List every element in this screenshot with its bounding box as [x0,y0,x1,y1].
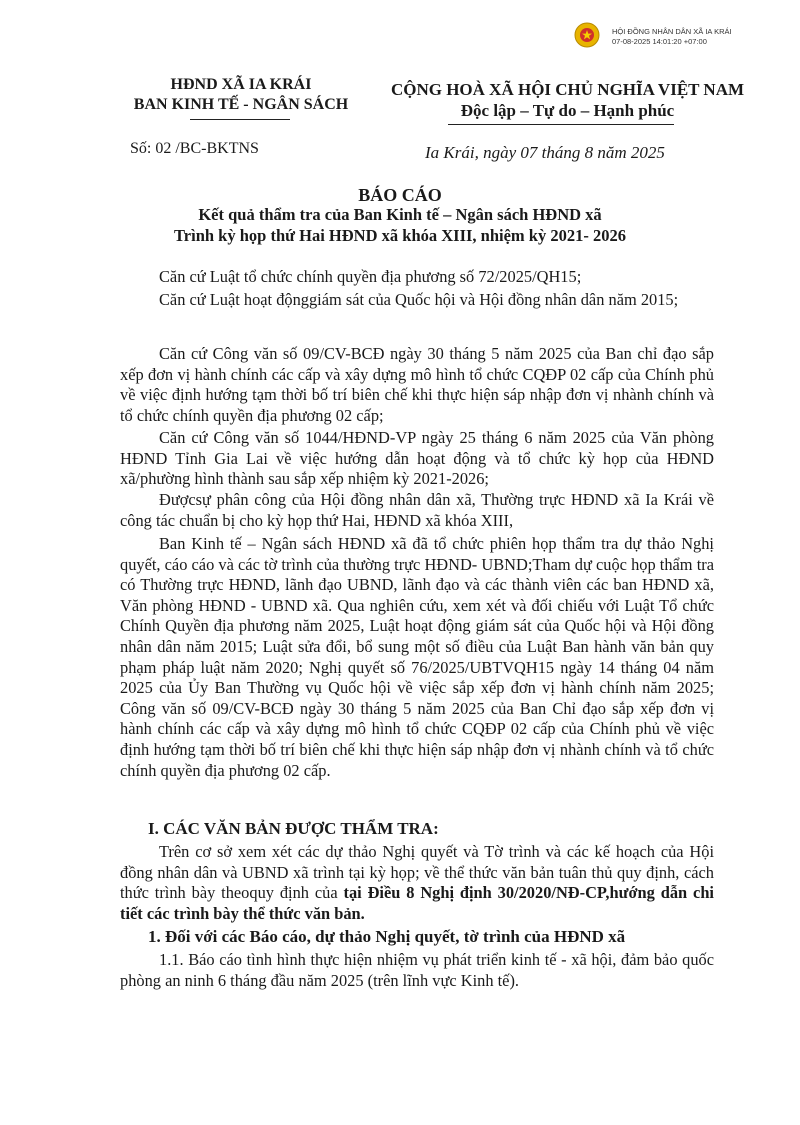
paragraph-legal-basis-3: Căn cứ Công văn số 09/CV-BCĐ ngày 30 tháng 5 năm 2025 của Ban chỉ đạo sắp xếp đơn vị hành chính các cấp và xây dựng mô hình tổ chức CQĐP 02 cấp của Chính phủ về việc định hướng tạm thời bố trí biên chế khi thực hiện sáp nhập đơn vị nhành chính và tổ chức chính quyền địa phương 02 cấp; [120,344,714,425]
paragraph-review-basis-text: Trên cơ sở xem xét các dự thảo Nghị quyết và Tờ trình và các kế hoạch của Hội đồng nhân dân và UBND xã trình tại kỳ họp; về thể thức văn bản tuân thủ quy định, cách thức trình bày theoquy định của [120,842,714,903]
paragraph-review-session: Ban Kinh tế – Ngân sách HĐND xã đã tổ chức phiên họp thẩm tra dự thảo Nghị quyết, cáo cáo và các tờ trình của thường trực HĐND- UBND;Tham dự cuộc họp thẩm tra có Thường trực HĐND, lãnh đạo UBND, lãnh đạo và các thành viên các ban HĐND xã, Văn phòng HĐND - UBND xã. Qua nghiên cứu, xem xét và đối chiếu với Luật Tổ chức Chính Quyền địa phương năm 2025, Luật hoạt động giám sát của Quốc hội và Hội đồng nhân dân năm 2015; Luật sửa đổi, bổ sung một số điều của Luật Ban hành văn bản quy phạm pháp luật năm 2020; Nghị quyết số 76/2025/UBTVQH15 ngày 14 tháng 04 năm 2025 của Ủy Ban Thường vụ Quốc hội về việc sắp xếp đơn vị hành chính năm 2025; Công văn số 09/CV-BCĐ ngày 30 tháng 5 năm 2025 của Ban Chỉ đạo sắp xếp đơn vị hành chính các cấp và xây dựng mô hình tổ chức CQĐP 02 cấp của Chính phủ về việc định hướng tạm thời bố trí biên chế khi thực hiện sáp nhập đơn vị nhành chính và tổ chức chính quyền địa phương 02 cấp. [120,534,714,780]
paragraph-legal-basis-2: Căn cứ Luật hoạt độnggiám sát của Quốc hội và Hội đồng nhân dân năm 2015; [159,290,679,309]
header-right-rule [448,124,674,125]
paragraph-assignment: Đượcsự phân công của Hội đồng nhân dân xã, Thường trực HĐND xã Ia Krái về công tác chuẩn bị cho kỳ họp thứ Hai, HĐND xã khóa XIII, [120,490,714,530]
org-department: BAN KINH TẾ - NGÂN SÁCH [133,96,349,113]
paragraph-legal-basis-1: Căn cứ Luật tổ chức chính quyền địa phương số 72/2025/QH15; [159,267,582,286]
paragraph-review-basis-bold: tại Điều 8 Nghị định 30/2020/NĐ-CP,hướng dẫn chi tiết các trình bày thể thức văn bản. [120,883,714,923]
document-subtitle-1: Kết quả thẩm tra của Ban Kinh tế – Ngân sách HĐND xã [198,205,602,224]
document-number: Số: 02 /BC-BKTNS [130,140,259,157]
org-name: HĐND XÃ IA KRÁI [170,76,312,93]
section-heading-1: I. CÁC VĂN BẢN ĐƯỢC THẨM TRA: [148,819,439,838]
paragraph-review-basis [120,842,714,924]
paragraph-report-1-1: 1.1. Báo cáo tình hình thực hiện nhiệm vụ phát triển kinh tế - xã hội, đảm bảo quốc phòng an ninh 6 tháng đầu năm 2025 (trên lĩnh vực Kinh tế). [120,950,714,990]
paragraph-legal-basis-4: Căn cứ Công văn số 1044/HĐND-VP ngày 25 tháng 6 năm 2025 của Văn phòng HĐND Tỉnh Gia Lai về việc hướng dẫn hoạt động và tổ chức kỳ họp của HĐND xã/phường hình thành sau sắp xếp nhiệm kỳ 2021-2026; [120,428,714,489]
signature-org: HỘI ĐỒNG NHÂN DÂN XÃ IA KRÁI [612,27,732,36]
document-subtitle-2: Trình kỳ họp thứ Hai HĐND xã khóa XIII, nhiệm kỳ 2021- 2026 [174,226,626,245]
national-emblem-icon [574,22,600,48]
nation-name: CỘNG HOÀ XÃ HỘI CHỦ NGHĨA VIỆT NAM [390,80,745,99]
document-title: BÁO CÁO [358,185,442,205]
header-left-rule [190,119,290,120]
section-heading-2: 1. Đối với các Báo cáo, dự thảo Nghị quyết, tờ trình của HĐND xã [148,927,626,946]
national-motto: Độc lập – Tự do – Hạnh phúc [460,101,675,120]
signature-timestamp: 07-08-2025 14:01:20 +07:00 [612,37,707,46]
issue-date: Ia Krái, ngày 07 tháng 8 năm 2025 [425,143,665,162]
